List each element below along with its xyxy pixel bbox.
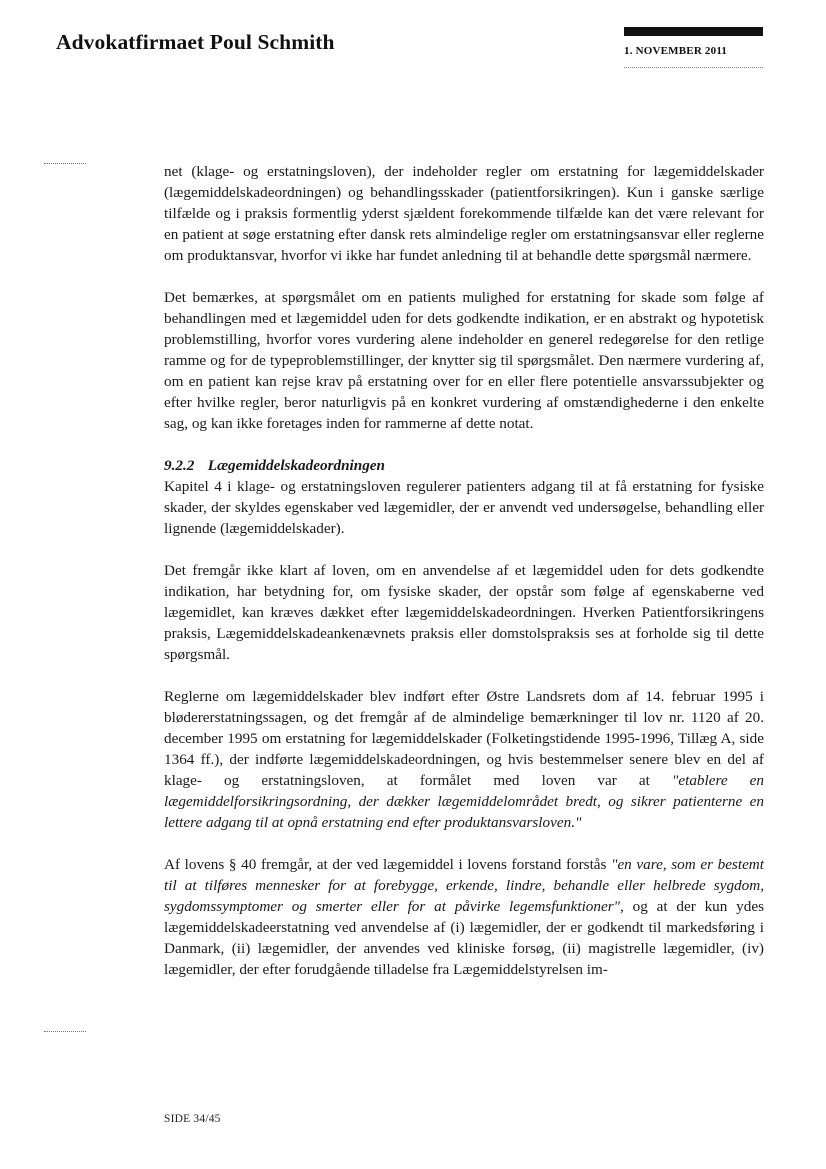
date-rule: [624, 67, 763, 68]
section-title: Lægemiddelskadeordningen: [207, 457, 385, 474]
paragraph-2: Det bemærkes, at spørgsmålet om en patients mulighed for erstatning for skade som følge af behandlingen med et lægemiddel uden for dets godkendte indikation, er en abstrakt og hypotetisk problemstilling, hvorfor vores vurdering alene indeholder en generel redegørelse for den retlige ramme og for de typeproblemstillinger, der knytter sig til spørgsmålet. Den nærmere vurdering af, om en patient kan rejse krav på erstatning over for en eller flere potentielle ansvarssubjekter og efter hvilke regler, beror naturligvis på en konkret vurdering af omstændighederne i den enkelte sag, og kan ikke foretages inden for rammerne af dette notat.: [164, 289, 764, 432]
paragraph-6-continuation: , og at der kun ydes lægemiddelskadeerstatning ved anvendelse af (i) lægemidler, der er godkendt til markedsføring i Danmark, (ii) lægemidler, der anvendes ved kliniske forsøg, (ii) magistrelle lægemidler, (iv) lægemidler, der efter forudgående tilladelse fra Lægemiddelstyrelsen im-: [164, 898, 764, 978]
firm-name: Advokatfirmaet Poul Schmith: [56, 30, 335, 54]
paragraph-6: [164, 854, 764, 980]
paragraph-6-text: Af lovens § 40 fremgår, at der ved lægemiddel i lovens forstand forstås: [164, 856, 612, 873]
paragraph-3: Kapitel 4 i klage- og erstatningsloven regulerer patienters adgang til at få erstatning for fysiske skader, der skyldes egenskaber ved lægemidler, der er anvendt ved undersøgelse, behandling eller lignende (lægemiddelskader).: [164, 478, 764, 537]
paragraph-4: Det fremgår ikke klart af loven, om en anvendelse af et lægemiddel uden for dets godkendte indikation, har betydning for, om fysiske skader, der opstår som følge af egenskaberne ved lægemidlet, kan kræves dækket efter lægemiddelskadeordningen. Hverken Patientforsikringens praksis, Lægemiddelskadeankenævnets praksis eller domstolspraksis ses at forholde sig til dette spørgsmål.: [164, 562, 764, 663]
paragraph-5: [164, 686, 764, 833]
paragraph-6-quote: "en vare, som er bestemt til at tilføres mennesker for at forebygge, erkende, lindre, behandle eller helbrede sygdom, sygdomssymptomer og smerter eller for at påvirke legemsfunktioner": [164, 856, 764, 915]
paragraph-5-text: Reglerne om lægemiddelskader blev indført efter Østre Landsrets dom af 14. februar 1995 i blødererstatningssagen, og det fremgår af de almindelige bemærkninger til lov nr. 1120 af 20. december 1995 om erstatning for lægemiddelskader (Folketingstidende 1995-1996, Tillæg A, side 1364 ff.), der indførte lægemiddelskadeordningen, og hvis bestemmelser senere blev en del af klage- og erstatningsloven, at formålet med loven var at: [164, 688, 764, 789]
body-text: [164, 161, 764, 1001]
paragraph-5-quote: "etablere en lægemiddelforsikringsordning, der dækker lægemiddelområdet bredt, og sikrer patienterne en lettere adgang til at opnå erstatning end efter produktansvarsloven.": [164, 772, 764, 831]
document-date: 1. NOVEMBER 2011: [624, 45, 728, 57]
margin-rule-top: [44, 163, 86, 164]
section-number: 9.2.2: [164, 457, 195, 474]
header-bar: [624, 27, 763, 36]
margin-rule-bottom: [44, 1031, 86, 1032]
paragraph-1: net (klage- og erstatningsloven), der indeholder regler om erstatning for lægemiddelskader (lægemiddelskadeordningen) og behandlingsskader (patientforsikringen). Kun i ganske særlige tilfælde og i praksis formentlig yderst sjældent forekommende tilfælde kan det være relevant for en patient at søge erstatning efter dansk rets almindelige regler om erstatningsansvar eller reglerne om produktansvar, hvorfor vi ikke har fundet anledning til at behandle dette spørgsmål nærmere.: [164, 163, 764, 264]
page-number: SIDE 34/45: [164, 1113, 221, 1125]
section-heading: [164, 455, 764, 476]
